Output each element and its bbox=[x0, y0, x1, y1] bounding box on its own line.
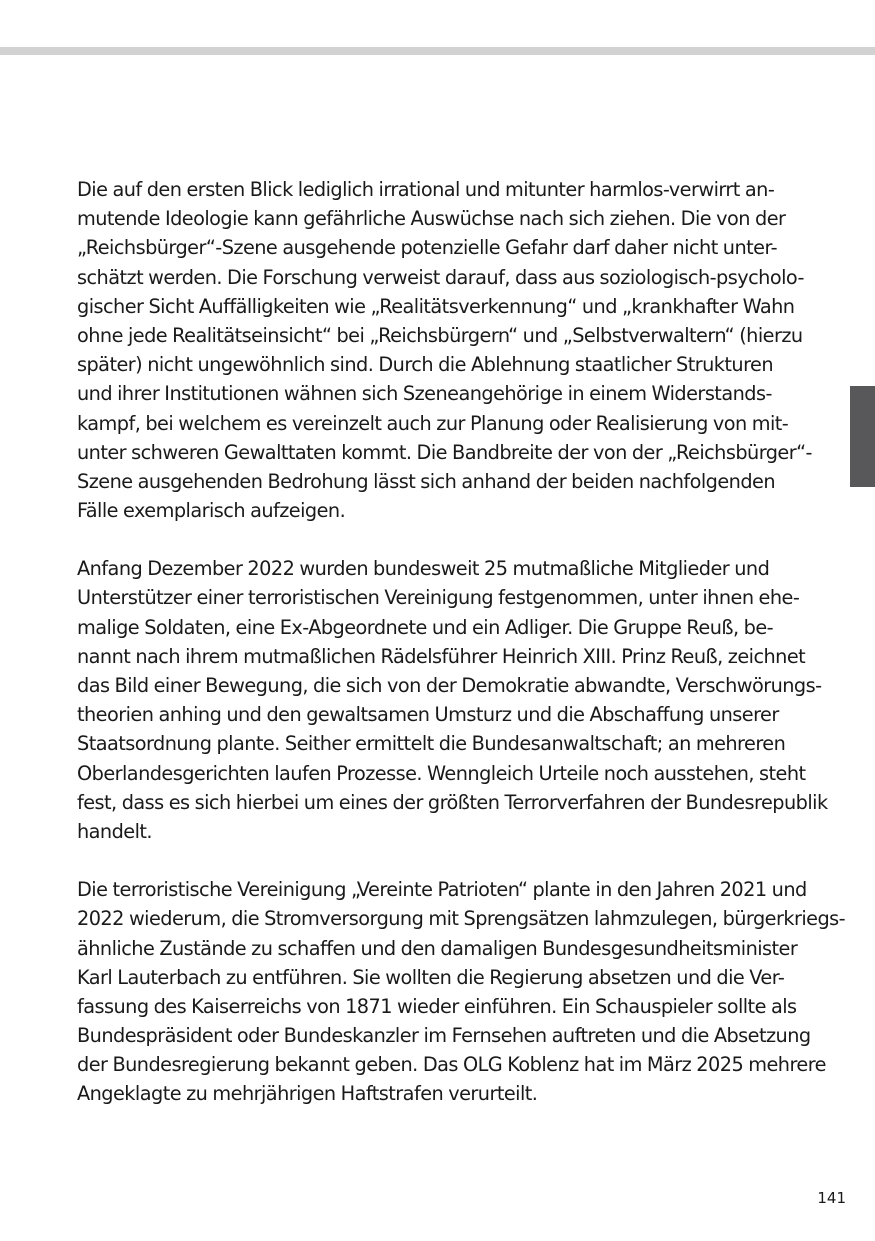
text-line: 2022 wiederum, die Stromversorgung mit Sprengsätzen lahmzulegen, bürgerkriegs- bbox=[77, 907, 846, 931]
text-line: kampf, bei welchem es vereinzelt auch zur Planung oder Realisierung von mit- bbox=[77, 411, 789, 435]
page-body bbox=[77, 175, 846, 1109]
text-line: Fälle exemplarisch aufzeigen. bbox=[77, 499, 346, 523]
text-line: Die terroristische Vereinigung „Vereinte Patrioten“ plante in den Jahren 2021 und bbox=[77, 878, 807, 902]
text-line: später) nicht ungewöhnlich sind. Durch die Ablehnung staatlicher Strukturen bbox=[77, 353, 774, 377]
text-line: gischer Sicht Auffälligkeiten wie „Realitätsverkennung“ und „krankhafter Wahn bbox=[77, 294, 795, 318]
text-line: Staatsordnung plante. Seither ermittelt die Bundesanwaltschaft; an mehreren bbox=[77, 732, 786, 756]
text-line: Oberlandesgerichten laufen Prozesse. Wenngleich Urteile noch ausstehen, steht bbox=[77, 761, 806, 785]
text-line: ohne jede Realitätseinsicht“ bei „Reichsbürgern“ und „Selbstverwaltern“ (hierzu bbox=[77, 323, 803, 347]
header-rule bbox=[0, 47, 875, 55]
text-line: Angeklagte zu mehrjährigen Haftstrafen verurteilt. bbox=[77, 1082, 538, 1106]
text-line: unter schweren Gewalttaten kommt. Die Bandbreite der von der „Reichsbürger“- bbox=[77, 440, 812, 464]
text-line: das Bild einer Bewegung, die sich von der Demokratie abwandte, Verschwörungs- bbox=[77, 674, 822, 697]
text-line: schätzt werden. Die Forschung verweist darauf, dass aus soziologisch-psycholo- bbox=[77, 265, 804, 289]
text-line: ähnliche Zustände zu schaffen und den damaligen Bundesgesundheitsminister bbox=[77, 936, 798, 960]
text-line: handelt. bbox=[77, 819, 153, 843]
text-line: malige Soldaten, eine Ex-Abgeordnete und ein Adliger. Die Gruppe Reuß, be- bbox=[77, 615, 774, 639]
paragraph-3 bbox=[77, 875, 846, 1109]
text-line: Karl Lauterbach zu entführen. Sie wollten die Regierung absetzen und die Ver- bbox=[77, 965, 785, 989]
text-line: nannt nach ihrem mutmaßlichen Rädelsführer Heinrich XIII. Prinz Reuß, zeichnet bbox=[77, 644, 806, 668]
text-line: Die auf den ersten Blick lediglich irrational und mitunter harmlos-verwirrt an- bbox=[77, 178, 775, 201]
text-line: theorien anhing und den gewaltsamen Umsturz und die Abschaffung unserer bbox=[77, 703, 779, 727]
text-line: der Bundesregierung bekannt geben. Das OLG Koblenz hat im März 2025 mehrere bbox=[77, 1053, 826, 1077]
text-line: Bundespräsident oder Bundeskanzler im Fernsehen auftreten und die Absetzung bbox=[77, 1024, 811, 1048]
paragraph-1 bbox=[77, 175, 817, 525]
page-number: 141 bbox=[817, 1189, 846, 1207]
chapter-tab-marker bbox=[850, 386, 875, 487]
text-line: fassung des Kaiserreichs von 1871 wieder einführen. Ein Schauspieler sollte als bbox=[77, 994, 797, 1018]
text-line: mutende Ideologie kann gefährliche Auswüchse nach sich ziehen. Die von der bbox=[77, 207, 786, 231]
paragraph-2 bbox=[77, 554, 828, 846]
text-line: Anfang Dezember 2022 wurden bundesweit 25 mutmaßliche Mitglieder und bbox=[77, 557, 770, 581]
text-line: Szene ausgehenden Bedrohung lässt sich anhand der beiden nachfolgenden bbox=[77, 469, 776, 493]
text-line: Unterstützer einer terroristischen Vereinigung festgenommen, unter ihnen ehe- bbox=[77, 586, 800, 610]
text-line: und ihrer Institutionen wähnen sich Szeneangehörige in einem Widerstands- bbox=[77, 382, 772, 406]
text-line: fest, dass es sich hierbei um eines der größten Terrorverfahren der Bundesrepublik bbox=[77, 790, 828, 814]
text-line: „Reichsbürger“-Szene ausgehende potenzielle Gefahr darf daher nicht unter- bbox=[77, 236, 777, 260]
